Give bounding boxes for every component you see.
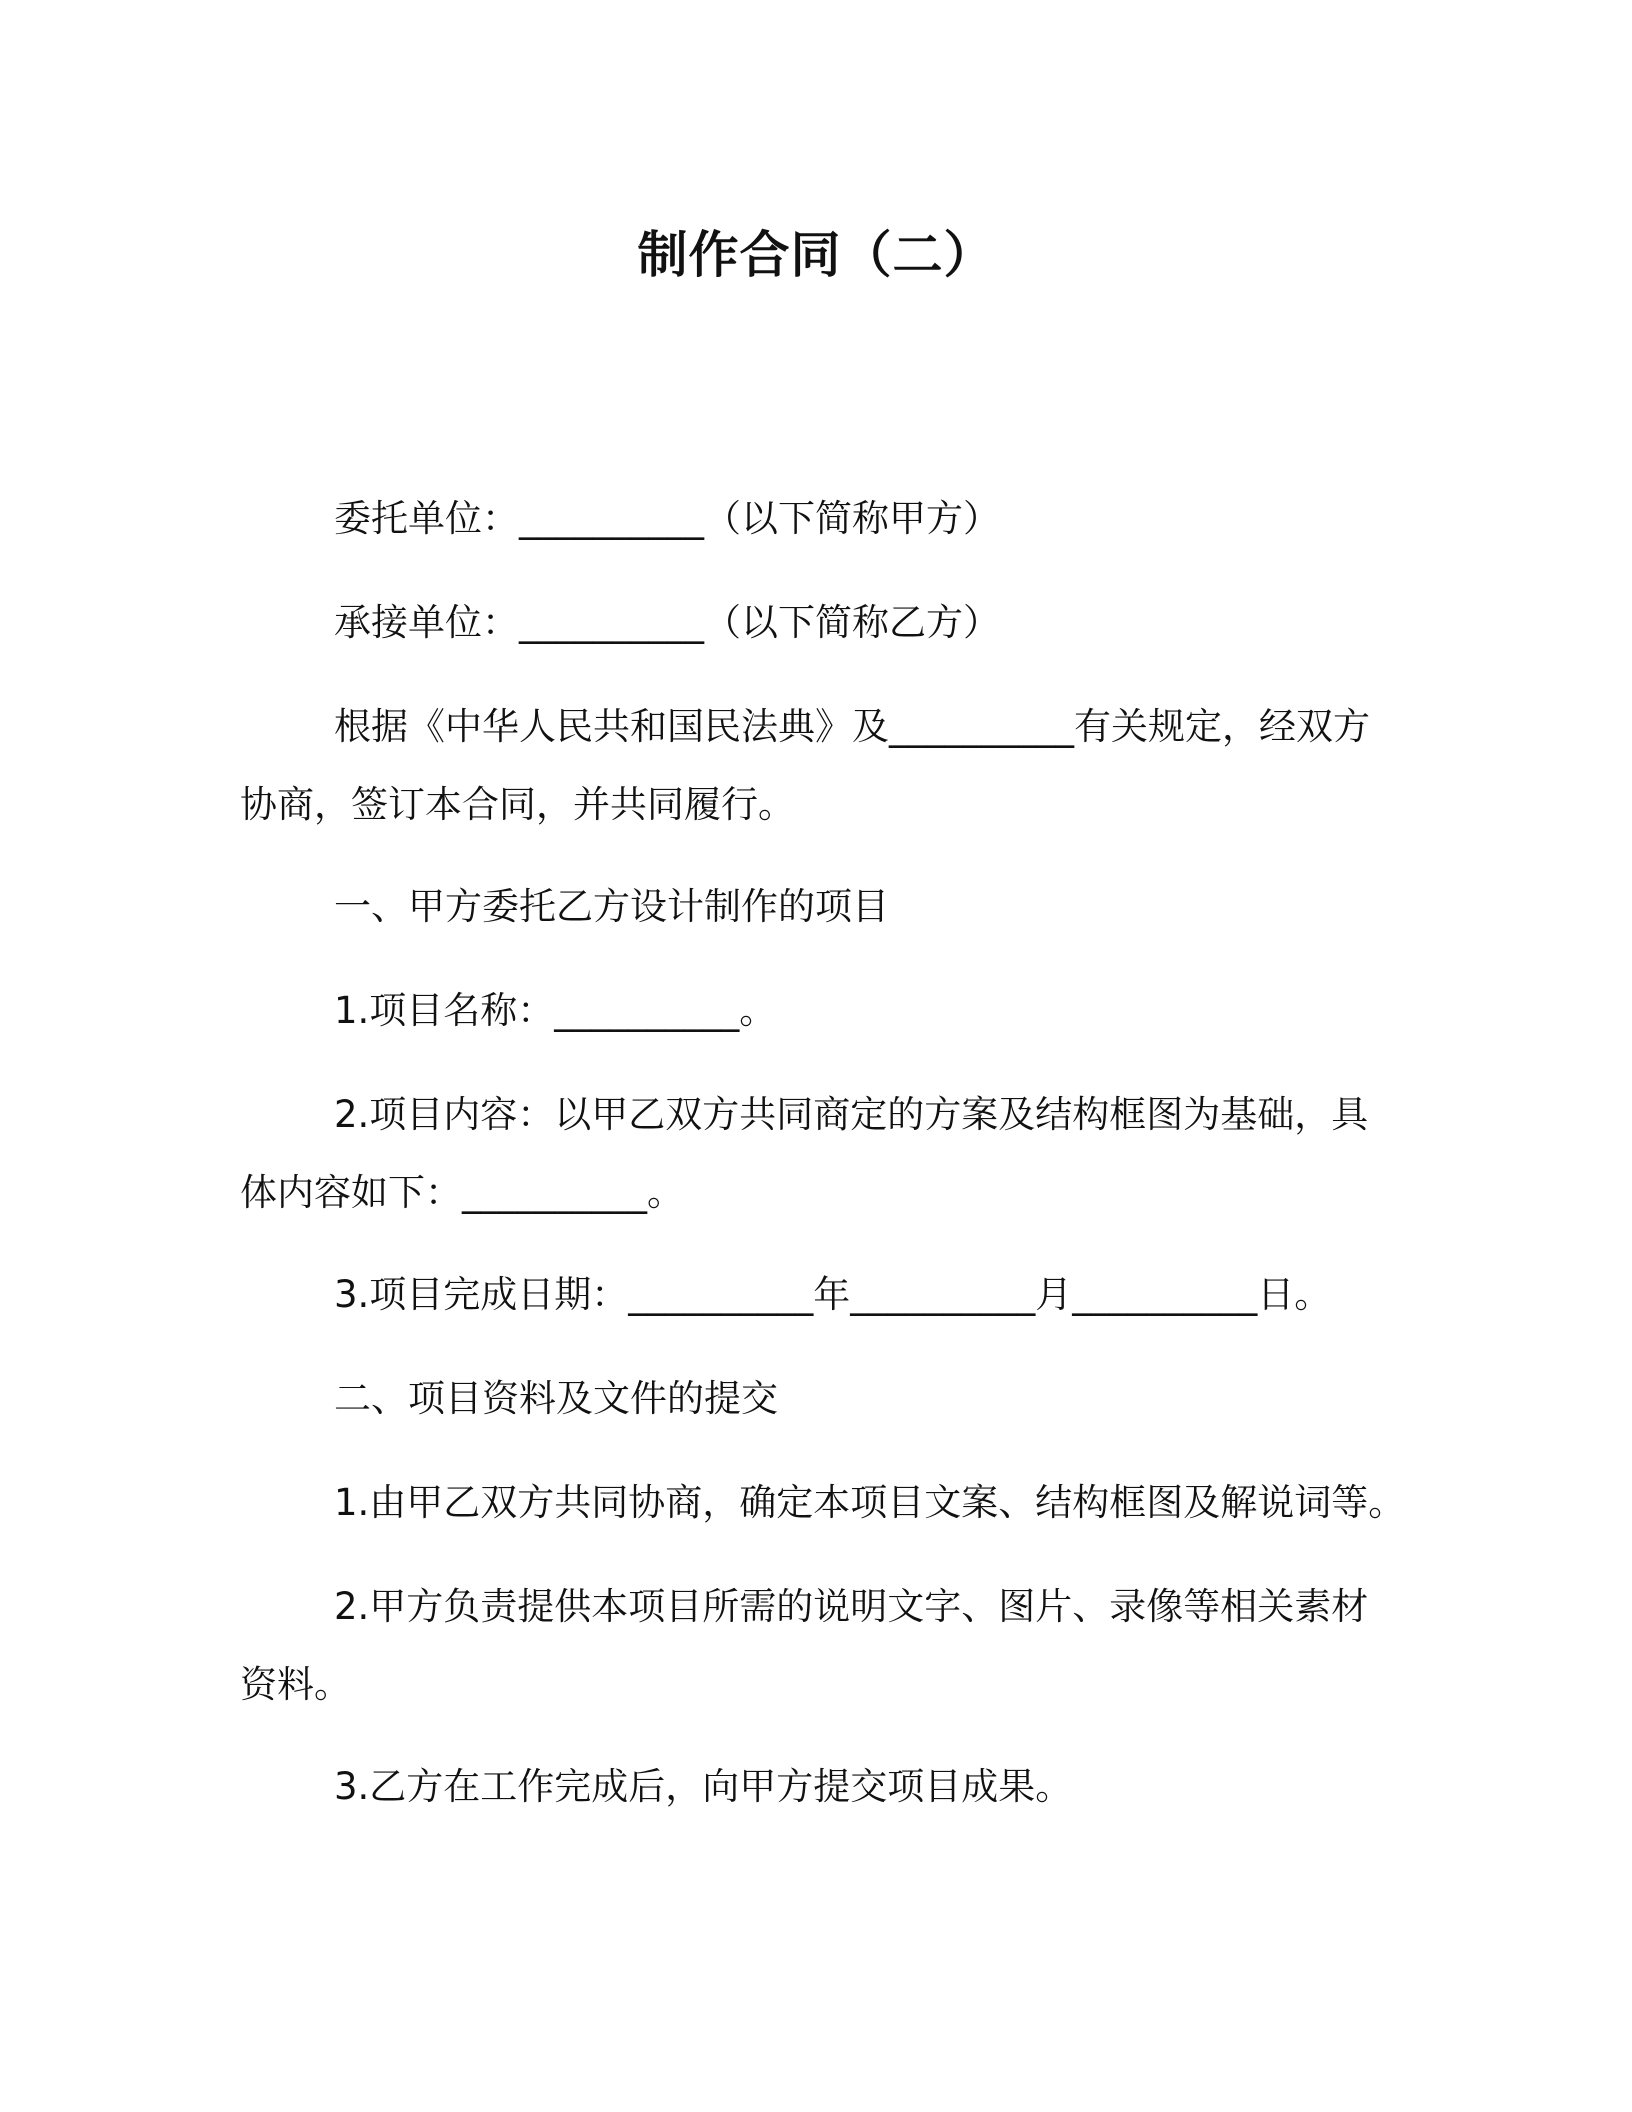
- paragraph-line: 承接单位：__________（以下简称乙方）: [334, 601, 1000, 644]
- paragraph-line: 协商，签订本合同，并共同履行。: [240, 783, 795, 826]
- clause-2-3: [240, 1748, 1482, 1826]
- section-heading-2: [240, 1360, 1482, 1438]
- clause-1-3: [240, 1256, 1482, 1334]
- paragraph-line: 3.项目完成日期：__________年__________月__________日。: [334, 1273, 1332, 1316]
- paragraph-line: 3.乙方在工作完成后，向甲方提交项目成果。: [334, 1765, 1073, 1808]
- section-heading-1: [240, 868, 1482, 946]
- paragraph-contractor: [240, 584, 1482, 662]
- clause-2-1: [240, 1464, 1482, 1542]
- document-title: 制作合同（二）: [637, 226, 995, 284]
- paragraph-basis: [240, 688, 1388, 844]
- paragraph-line: 二、项目资料及文件的提交: [334, 1377, 778, 1420]
- paragraph-line: 资料。: [240, 1663, 351, 1706]
- clause-1-1: [240, 972, 1482, 1050]
- paragraph-line: 1.由甲乙双方共同协商，确定本项目文案、结构框图及解说词等。: [334, 1481, 1406, 1524]
- clause-2-2: [240, 1568, 1388, 1724]
- paragraph-line: 根据《中华人民共和国民法典》及__________有关规定，经双方: [334, 705, 1370, 748]
- paragraph-line: 1.项目名称：__________。: [334, 989, 777, 1032]
- paragraph-line: 2.项目内容：以甲乙双方共同商定的方案及结构框图为基础，具: [334, 1093, 1369, 1136]
- paragraph-line: 体内容如下：__________。: [240, 1171, 684, 1214]
- paragraph-line: 一、甲方委托乙方设计制作的项目: [334, 885, 889, 928]
- paragraph-line: 委托单位：__________（以下简称甲方）: [334, 497, 1000, 540]
- paragraph-client: [240, 480, 1482, 558]
- paragraph-line: 2.甲方负责提供本项目所需的说明文字、图片、录像等相关素材: [334, 1585, 1369, 1628]
- clause-1-2: [240, 1076, 1388, 1232]
